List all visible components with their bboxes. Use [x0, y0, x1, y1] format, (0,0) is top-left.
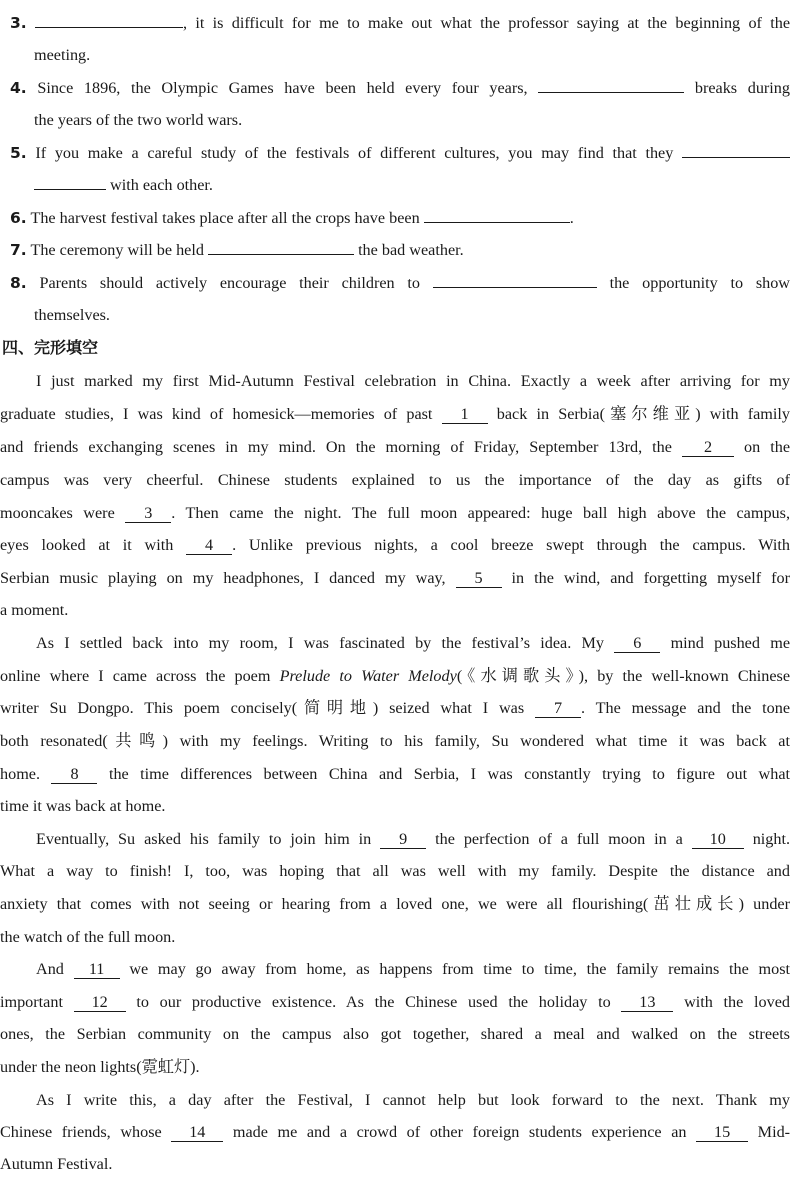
passage-line: What a way to finish! I, too, was hoping that all was well with my family. Despite the distance and: [0, 862, 790, 880]
passage-line: Autumn Festival.: [0, 1155, 113, 1173]
cloze-blank-4[interactable]: 4: [186, 536, 232, 555]
cloze-blank-6[interactable]: 6: [614, 634, 660, 653]
question-6: 6. The harvest festival takes place after all the crops have been .: [0, 202, 790, 234]
poem-title: Prelude to Water Melody: [279, 667, 457, 685]
passage-line: eyes looked at it with 4 . Unlike previous nights, a cool breeze swept through the campus. With: [0, 536, 790, 554]
passage-line: campus was very cheerful. Chinese students explained to us the importance of the day as gifts of: [0, 471, 790, 489]
answer-blank[interactable]: [682, 139, 790, 158]
answer-blank[interactable]: [538, 74, 684, 93]
answer-blank[interactable]: [208, 236, 354, 255]
passage-line: graduate studies, I was kind of homesick—memories of past 1 back in Serbia(塞尔维亚) with family: [0, 405, 790, 423]
cloze-blank-12[interactable]: 12: [74, 993, 126, 1012]
answer-blank[interactable]: [35, 9, 183, 28]
cloze-blank-5[interactable]: 5: [456, 569, 502, 588]
passage-line: As I settled back into my room, I was fascinated by the festival’s idea. My 6 mind pushed me: [36, 634, 790, 652]
cloze-blank-14[interactable]: 14: [171, 1123, 223, 1142]
cloze-blank-2[interactable]: 2: [682, 438, 734, 457]
cloze-blank-11[interactable]: 11: [74, 960, 120, 979]
passage-line: writer Su Dongpo. This poem concisely(简明地) seized what I was 7 . The message and the tone: [0, 699, 790, 717]
cloze-blank-7[interactable]: 7: [535, 699, 581, 718]
cloze-blank-13[interactable]: 13: [621, 993, 673, 1012]
cloze-blank-10[interactable]: 10: [692, 830, 744, 849]
answer-blank[interactable]: [34, 171, 106, 190]
passage-line: and friends exchanging scenes in my mind. On the morning of Friday, September 13rd, the 2 on the: [0, 438, 790, 456]
question-4-line-2: the years of the two world wars.: [34, 111, 243, 129]
passage-line: Chinese friends, whose 14 made me and a crowd of other foreign students experience an 15 Mid-: [0, 1123, 790, 1141]
cloze-blank-1[interactable]: 1: [442, 405, 488, 424]
question-7: 7. The ceremony will be held the bad weather.: [0, 234, 790, 266]
question-5-line-2: with each other.: [0, 169, 790, 201]
question-3-line-2: meeting.: [34, 46, 91, 64]
passage-line: important 12 to our productive existence. As the Chinese used the holiday to 13 with the loved: [0, 993, 790, 1011]
question-5-line-1: 5. If you make a careful study of the festivals of different cultures, you may find that they: [0, 137, 790, 169]
passage-line: Eventually, Su asked his family to join him in 9 the perfection of a full moon in a 10 night.: [36, 830, 790, 848]
cloze-blank-8[interactable]: 8: [51, 765, 97, 784]
question-4-line-1: 4. Since 1896, the Olympic Games have been held every four years, breaks during: [0, 72, 790, 104]
passage-line: As I write this, a day after the Festival, I cannot help but look forward to the next. Thank my: [36, 1091, 790, 1109]
section-heading: 四、完形填空: [2, 338, 99, 357]
passage-line: under the neon lights(霓虹灯).: [0, 1058, 200, 1076]
answer-blank[interactable]: [424, 204, 570, 223]
question-8-line-1: 8. Parents should actively encourage their children to the opportunity to show: [0, 267, 790, 299]
question-8-line-2: themselves.: [34, 306, 110, 324]
passage-line: Serbian music playing on my headphones, I danced my way, 5 in the wind, and forgetting myself for: [0, 569, 790, 587]
passage-line: the watch of the full moon.: [0, 928, 176, 946]
passage-line: time it was back at home.: [0, 797, 166, 815]
passage-line: mooncakes were 3 . Then came the night. The full moon appeared: huge ball high above the campus,: [0, 504, 790, 522]
question-number: 3: [10, 14, 21, 32]
cloze-blank-3[interactable]: 3: [125, 504, 171, 523]
passage-line: anxiety that comes with not seeing or hearing from a loved one, we were all flourishing(茁壮成长) under: [0, 895, 790, 913]
passage-line: online where I came across the poem Prelude to Water Melody(《水调歌头》), by the well-known Chinese: [0, 667, 790, 685]
passage-line: And 11 we may go away from home, as happens from time to time, the family remains the most: [36, 960, 790, 978]
passage-line: both resonated(共鸣) with my feelings. Writing to his family, Su wondered what time it was back at: [0, 732, 790, 750]
question-3-line-1: 3. , it is difficult for me to make out what the professor saying at the beginning of the: [0, 7, 790, 39]
passage-line: a moment.: [0, 601, 69, 619]
passage-line: ones, the Serbian community on the campus also got together, shared a meal and walked on the streets: [0, 1025, 790, 1043]
passage-line: home. 8 the time differences between China and Serbia, I was constantly trying to figure out what: [0, 765, 790, 783]
cloze-blank-15[interactable]: 15: [696, 1123, 748, 1142]
answer-blank[interactable]: [433, 269, 597, 288]
passage-line: I just marked my first Mid-Autumn Festival celebration in China. Exactly a week after arriving for my: [36, 372, 790, 390]
cloze-blank-9[interactable]: 9: [380, 830, 426, 849]
